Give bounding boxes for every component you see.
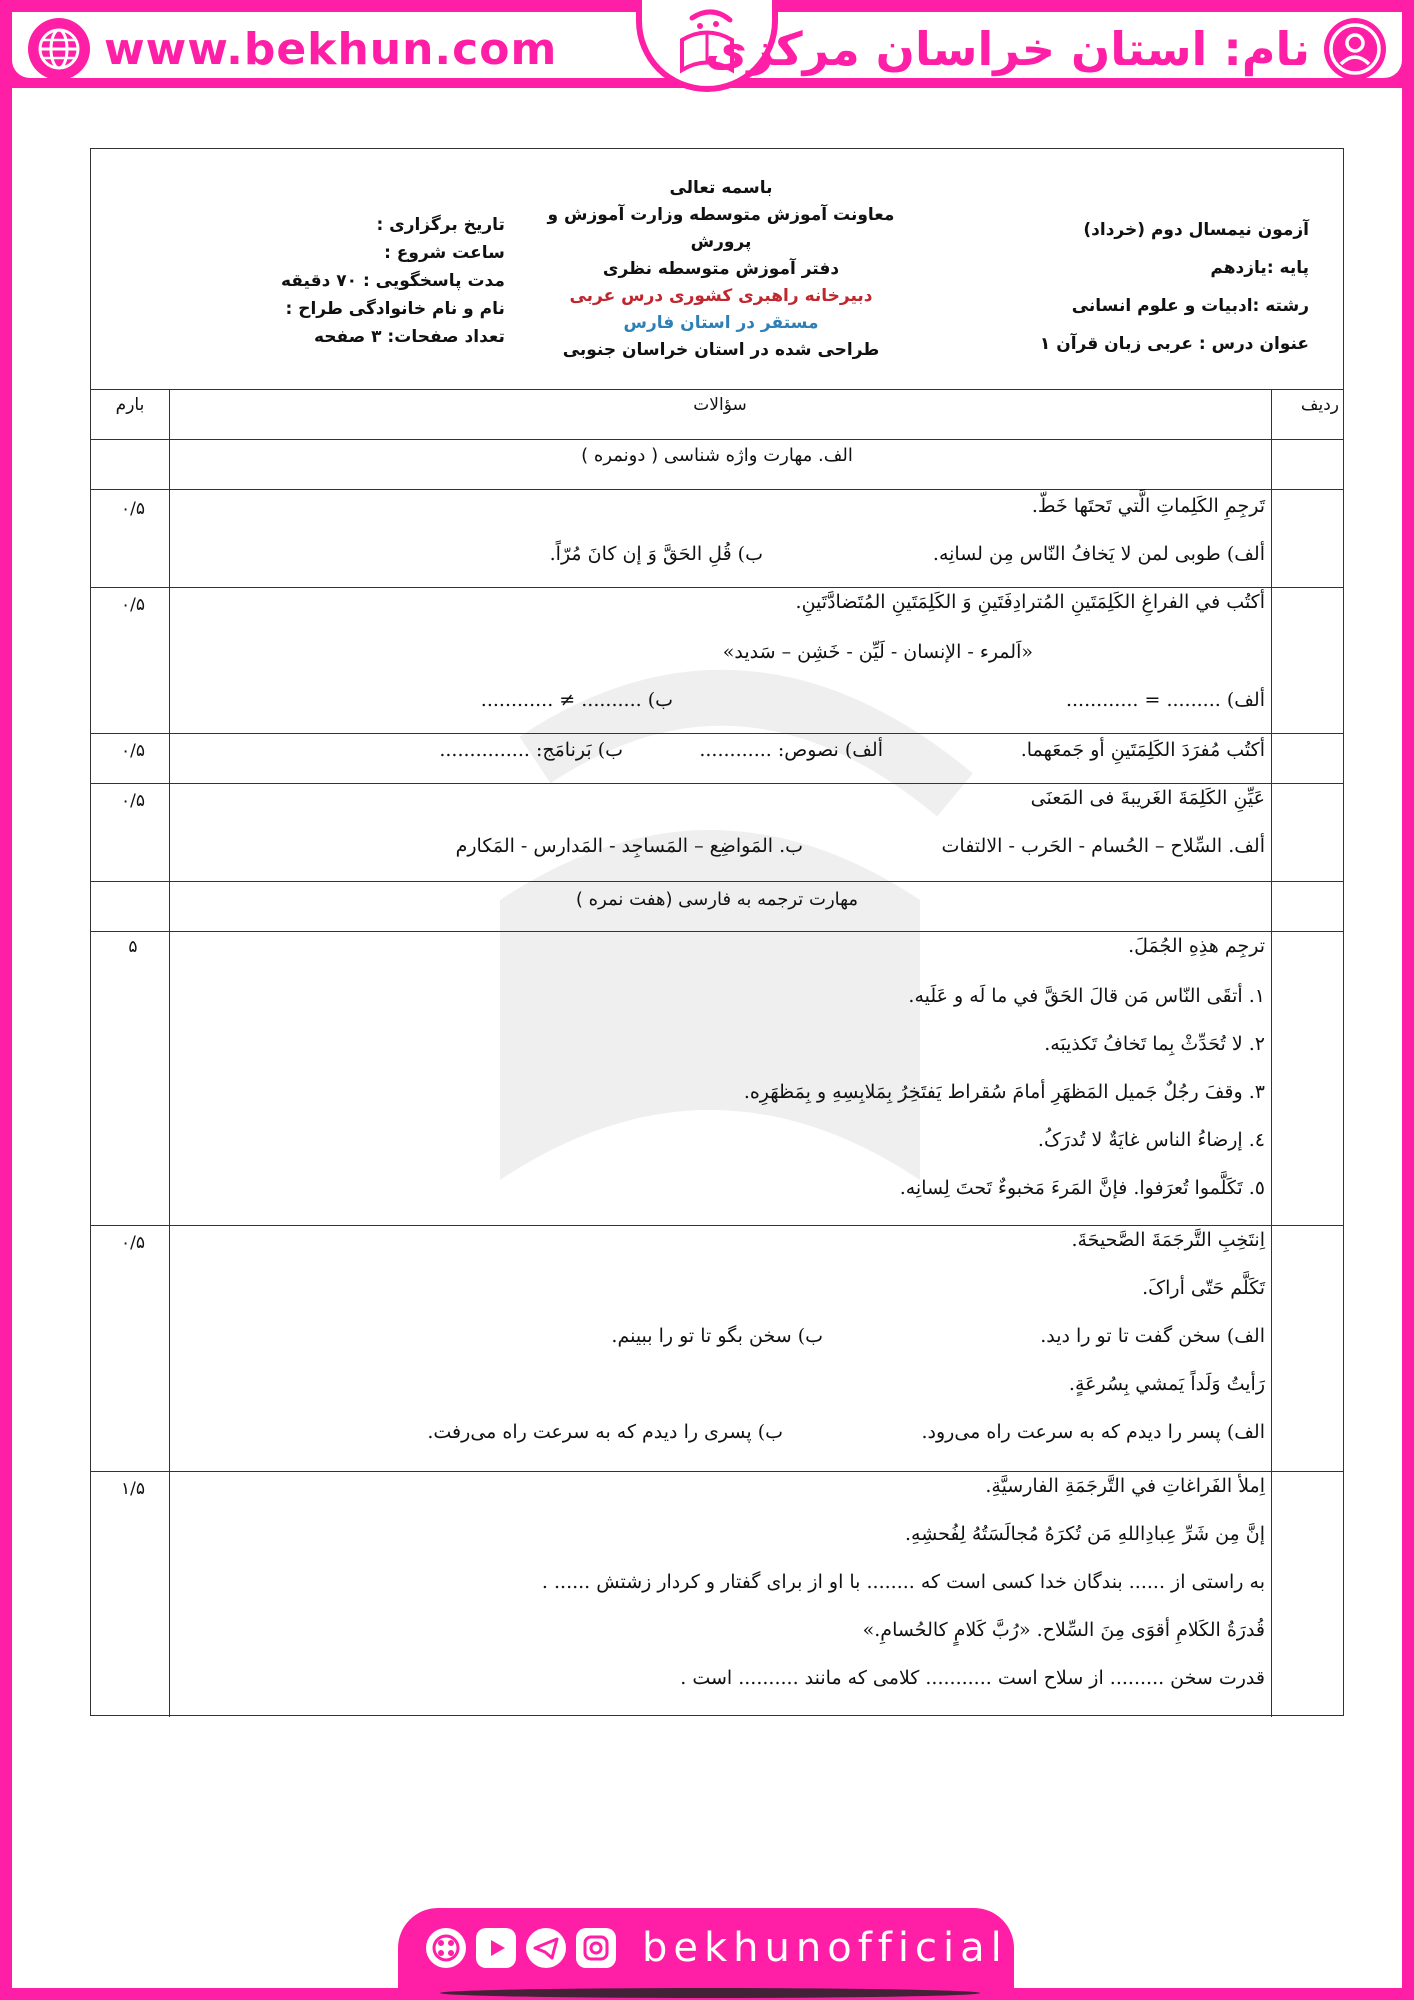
q4-item-b: ب. المَواضِع – المَساجِد - المَدارس - المَکارم [455,835,803,857]
exam-info-center [521,175,921,364]
user-icon [1324,18,1386,80]
aparat-icon[interactable] [426,1928,466,1968]
q3-title: أکتُب مُفرَدَ الکَلِمَتَینِ أو جَمعَهما. [1020,739,1265,761]
globe-icon [28,18,90,80]
q5-score: ۵ [128,937,138,957]
header-basmala: باسمه تعالی [669,178,773,198]
q7-translation-2: قدرت سخن ......... از سلاح است ........... کلامی که مانند .......... است . [680,1667,1265,1689]
q5-item-3: ٣. وقفَ رجُلٌ جَمیل المَظهَرِ أمامَ سُقراط یَفتَخِرُ بِمَلابِسِهِ و بِمَظهَرِه. [743,1081,1265,1103]
q2-score: ۰/۵ [121,595,145,615]
header-office: دفتر آموزش متوسطه نظری [602,259,840,279]
q6-score: ۰/۵ [121,1233,145,1253]
q3-item-a: ألف) نصوص: ............ [699,739,883,761]
q4-item-a: ألف. السِّلاح – الحُسام - الحَرب - الالتفات [941,835,1265,857]
exam-header [91,149,1343,390]
score-column-divider [169,389,170,1717]
social-footer [398,1908,1014,1988]
exam-start-time: ساعت شروع : [384,243,505,263]
exam-designer: نام و نام خانوادگی طراح : [285,299,505,319]
telegram-icon[interactable] [526,1928,566,1968]
q1-item-b: ب) قُلِ الحَقَّ وَ إن کانَ مُرّاً. [549,543,763,565]
q1-item-a: ألف) طوبی لمن لا یَخافُ النّاس مِن لسانِه. [932,543,1265,565]
exam-field: رشته :ادبیات و علوم انسانی [1071,296,1309,316]
q2-item-a: ألف) ......... = ............ [1065,689,1265,711]
section-vocab-title: الف. مهارت واژه شناسی ( دونمره ) [581,445,853,466]
q5-item-4: ٤. إرضاءُ الناس غایَةٌ لا تُدرَکُ. [1037,1129,1265,1151]
website-text[interactable]: www.bekhun.com [104,23,558,75]
header-location: مستقر در استان فارس [623,313,819,333]
q7-sentence-2: قُدرَةُ الکَلامِ أقوَی مِنَ السِّلاح. «رُبَّ کَلامٍ کالحُسامِ.» [862,1619,1265,1641]
q1-score: ۰/۵ [121,499,145,519]
q2-item-b: ب) .......... ≠ ............ [480,689,673,711]
exam-term: آزمون نیمسال دوم (خرداد) [1083,220,1309,240]
q6-s2-option-b: ب) پسری را دیدم که به سرعت راه می‌رفت. [427,1421,783,1443]
q5-title: ترجِم هذِهِ الجُمَلَ. [1128,935,1265,957]
q2-title: أکتُب في الفراغِ الکَلِمَتَینِ المُترادِفَتَینِ وَ الکَلِمَتَینِ المُتَضادَّتَینِ. [795,591,1265,613]
exam-duration: مدت پاسخگویی : ۷۰ دقیقه [281,271,505,291]
q6-s1-option-b: ب) سخن بگو تا تو را ببینم. [611,1325,823,1347]
q7-score: ۱/۵ [121,1479,145,1499]
q5-item-2: ٢. لا تُحَدِّثْ بِما تَخافُ تَکذیبَه. [1044,1033,1265,1055]
q3-score: ۰/۵ [121,741,145,761]
q6-sentence-1: تَکَلَّم حَتّی أراکَ. [1142,1277,1265,1299]
col-header-row: ردیف [1300,395,1339,415]
q7-title: اِملأ الفَراغاتِ في التَّرجَمَةِ الفارسیَّةِ. [985,1475,1265,1497]
header-secretariat: دبیرخانه راهبری کشوری درس عربی [569,286,873,306]
exam-date: تاریخ برگزاری : [376,215,505,235]
footer-shadow [440,1988,980,1998]
q5-item-1: ١. أتقَی النّاس مَن قالَ الحَقَّ في ما لَه و عَلَیه. [908,985,1265,1007]
header-designed-in: طراحی شده در استان خراسان جنوبی [562,340,880,360]
instagram-icon[interactable] [576,1928,616,1968]
exam-info-left [281,211,505,351]
exam-course: عنوان درس : عربی زبان قرآن ۱ [1039,334,1309,354]
exam-sheet [90,148,1344,1716]
website-badge[interactable] [28,18,557,80]
q2-word-list: «اَلمرء - الإنسان - لَیِّن - خَشِن – سَدید» [722,641,1033,663]
col-header-score: بارم [115,395,145,415]
q1-title: تَرجِمِ الکَلِماتِ الَّتي تَحتَها خَطّ. [1031,495,1265,517]
youtube-icon[interactable] [476,1928,516,1968]
q7-translation-1: به راستی از ...... بندگان خدا کسی است که ........ با او از برای گفتار و کردار زشتش ...... . [541,1571,1265,1593]
social-handle[interactable]: bekhunofficial [642,1925,1008,1971]
exam-pages: تعداد صفحات: ۳ صفحه [313,327,505,347]
student-name-badge [705,18,1386,80]
q3-item-b: ب) بَرنامَج: ............... [439,739,623,761]
q7-sentence-1: إنَّ مِن شَرِّ عِبادِاللهِ مَن تُکرَهُ مُجالَسَتُهُ لِفُحشِهِ. [904,1523,1265,1545]
q4-score: ۰/۵ [121,791,145,811]
q6-title: اِنتَخِبِ التَّرجَمَةَ الصَّحیحَةَ. [1071,1229,1265,1251]
q6-sentence-2: رَأیتُ وَلَداً یَمشي بِسُرعَةٍ. [1068,1373,1265,1395]
row-column-divider [1271,389,1272,1717]
exam-info-right [1040,211,1309,363]
student-name-label: نام: استان خراسان مرکزی [705,22,1310,76]
q6-s1-option-a: الف) سخن گفت تا تو را دید. [1040,1325,1265,1347]
header-ministry: معاونت آموزش متوسطه وزارت آموزش و پرورش [547,205,895,252]
q6-s2-option-a: الف) پسر را دیدم که به سرعت راه می‌رود. [921,1421,1265,1443]
exam-grade: پایه :یازدهم [1210,258,1309,278]
q5-item-5: ٥. تَکَلَّموا تُعرَفوا. فإنَّ المَرءَ مَخبوءٌ تَحتَ لِسانِه. [899,1177,1265,1199]
q4-title: عَیِّنِ الکَلِمَةَ الغَریبةَ فی المَعنَی [1030,787,1265,809]
section-translation-title: مهارت ترجمه به فارسی (هفت نمره ) [575,889,859,910]
col-header-questions: سؤالات [693,395,747,415]
